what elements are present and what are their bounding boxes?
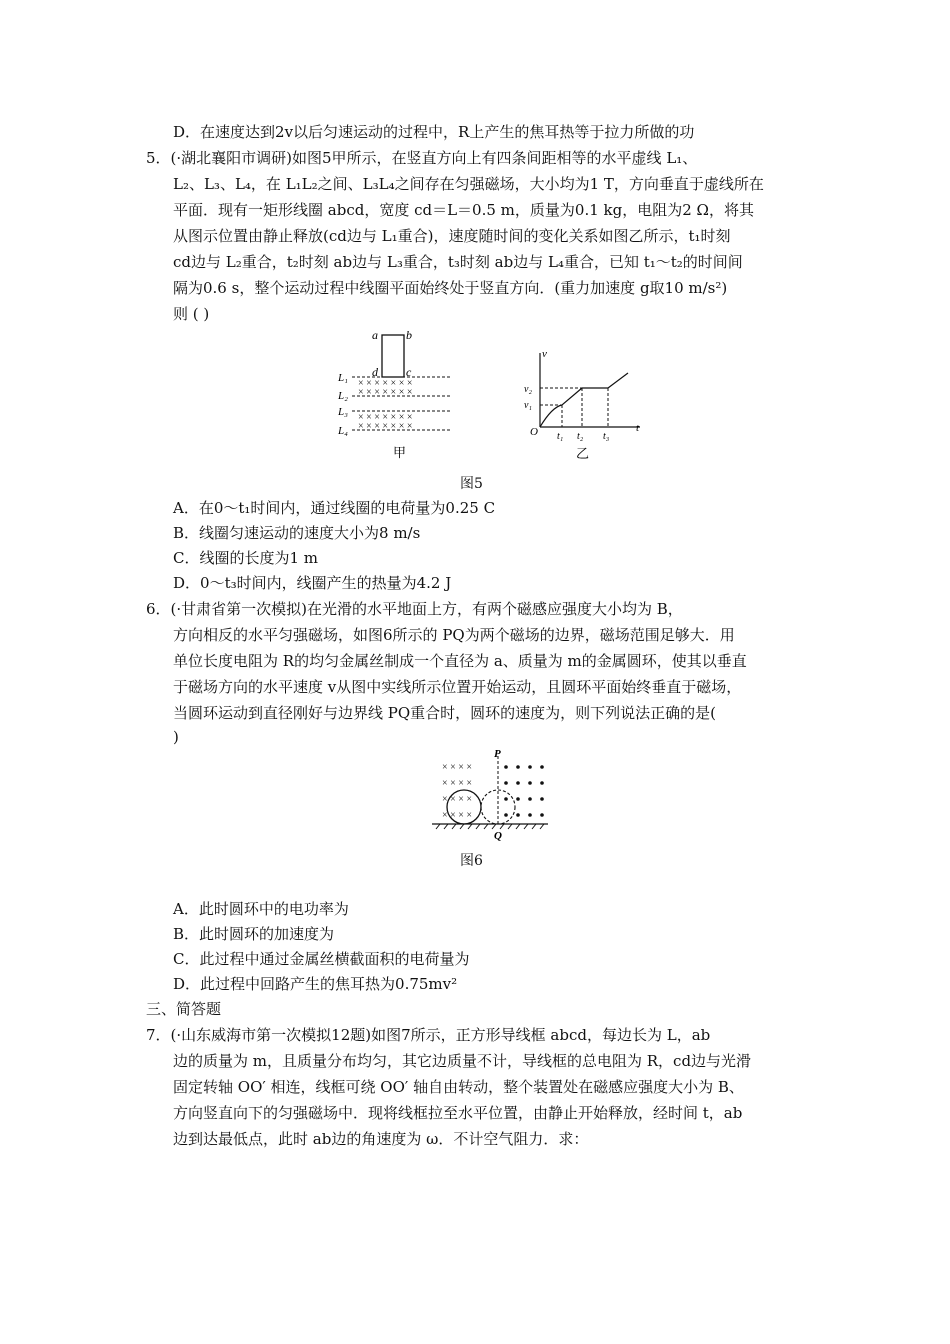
q6-line-1: 6．(·甘肃省第一次模拟)在光滑的水平地面上方，有两个磁感应强度大小均为 B， xyxy=(146,600,683,618)
q6-line-6: ) xyxy=(173,728,179,746)
q7-line-1: 7．(·山东威海市第一次模拟12题)如图7所示，正方形导线框 abcd，每边长为 L，ab xyxy=(146,1026,711,1044)
q7-line-5: 边到达最低点，此时 ab边的角速度为 ω．不计空气阻力．求： xyxy=(173,1130,589,1148)
t2-label: t₂ xyxy=(577,431,584,442)
section-3-title: 三、简答题 xyxy=(146,1000,222,1018)
q5-line-4: 从图示位置由静止释放(cd边与 L₁重合)，速度随时间的变化关系如图乙所示，t₁时刻 xyxy=(173,227,731,245)
label-p: P xyxy=(494,748,501,760)
q5-line-3: 平面．现有一矩形线圈 abcd，宽度 cd＝L＝0.5 m，质量为0.1 kg，电阻为2 Ω，将其 xyxy=(173,201,754,219)
q6-option-a: A．此时圆环中的电功率为 xyxy=(173,900,349,918)
svg-text:× × × ×: × × × × xyxy=(442,794,473,805)
figure-5-yi xyxy=(520,345,650,465)
label-l1: L₁ xyxy=(338,372,348,384)
figure-6 xyxy=(428,748,553,843)
q5-line-1: 5．(·湖北襄阳市调研)如图5甲所示，在竖直方向上有四条间距相等的水平虚线 L₁、 xyxy=(146,149,698,167)
q5-line-5: cd边与 L₂重合，t₂时刻 ab边与 L₃重合，t₃时刻 ab边与 L₄重合，已知 t₁～t₂的时间间 xyxy=(173,253,743,271)
q5-line-6: 隔为0.6 s，整个运动过程中线圈平面始终处于竖直方向．(重力加速度 g取10 m/s²) xyxy=(173,279,728,297)
coil-rectangle xyxy=(382,335,404,377)
figure-5-jia xyxy=(330,325,470,465)
q6-option-c: C．此过程中通过金属丝横截面积的电荷量为 xyxy=(173,950,470,968)
label-l3: L₃ xyxy=(338,406,348,418)
v2-label: v₂ xyxy=(524,384,532,395)
v-axis-label: v xyxy=(542,348,547,360)
label-q: Q xyxy=(494,830,502,842)
q5-line-2: L₂、L₃、L₄，在 L₁L₂之间、L₃L₄之间存在匀强磁场，大小均为1 T，方向垂直于虚线所在 xyxy=(173,175,764,193)
svg-text:× × × × × × ×: × × × × × × × xyxy=(358,387,413,398)
t1-label: t₁ xyxy=(557,431,564,442)
q7-line-4: 方向竖直向下的匀强磁场中．现将线框拉至水平位置，由静止开始释放，经时间 t，ab xyxy=(173,1104,743,1122)
figure-label-yi: 乙 xyxy=(576,446,590,461)
figure-6-caption: 图6 xyxy=(460,853,483,869)
q6-line-3: 单位长度电阻为 R的均匀金属丝制成一个直径为 a、质量为 m的金属圆环，使其以垂直 xyxy=(173,652,747,670)
svg-text:× × × × × × ×: × × × × × × × xyxy=(358,378,413,389)
q6-line-2: 方向相反的水平匀强磁场，如图6所示的 PQ为两个磁场的边界，磁场范围足够大．用 xyxy=(173,626,735,644)
coil-label-a: a xyxy=(372,328,378,342)
ground-hatching xyxy=(436,824,544,829)
coil-label-c: c xyxy=(406,365,412,379)
t3-label: t₃ xyxy=(603,431,610,442)
label-l4: L₄ xyxy=(338,425,348,437)
svg-text:× × × ×: × × × × xyxy=(442,762,473,773)
svg-text:× × × × × × ×: × × × × × × × xyxy=(358,421,413,432)
q5-option-d: D．0～t₃时间内，线圈产生的热量为4.2 J xyxy=(173,574,452,592)
v1-label: v₁ xyxy=(524,400,532,411)
q6-line-4: 于磁场方向的水平速度 v从图中实线所示位置开始运动，且圆环平面始终垂直于磁场， xyxy=(173,678,742,696)
svg-text:× × × × × × ×: × × × × × × × xyxy=(358,412,413,423)
origin-label: O xyxy=(530,426,538,438)
figure-5-caption: 图5 xyxy=(460,476,483,492)
svg-text:× × × ×: × × × × xyxy=(442,778,473,789)
label-l2: L₂ xyxy=(338,390,348,402)
q5-option-b: B．线圈匀速运动的速度大小为8 m/s xyxy=(173,524,421,542)
velocity-curve xyxy=(540,373,628,427)
q5-line-7: 则 ( ) xyxy=(173,305,210,323)
q6-option-d: D．此过程中回路产生的焦耳热为0.75mv² xyxy=(173,975,458,993)
q4-option-d: D．在速度达到2v以后匀速运动的过程中，R上产生的焦耳热等于拉力所做的功 xyxy=(173,123,695,141)
q7-line-3: 固定转轴 OO′ 相连，线框可绕 OO′ 轴自由转动，整个装置处在磁感应强度大小为 B、 xyxy=(173,1078,744,1096)
t-axis-label: t xyxy=(636,422,640,434)
q5-option-a: A．在0～t₁时间内，通过线圈的电荷量为0.25 C xyxy=(173,499,496,517)
field-crosses-upper xyxy=(358,378,412,398)
field-dots-right xyxy=(504,765,544,817)
q5-option-c: C．线圈的长度为1 m xyxy=(173,549,319,567)
q6-option-b: B．此时圆环的加速度为 xyxy=(173,925,335,943)
q7-line-2: 边的质量为 m，且质量分布均匀，其它边质量不计，导线框的总电阻为 R，cd边与光滑 xyxy=(173,1052,752,1070)
field-crosses-lower xyxy=(358,412,412,432)
figure-label-jia: 甲 xyxy=(393,445,407,460)
q6-line-5: 当圆环运动到直径刚好与边界线 PQ重合时，圆环的速度为，则下列说法正确的是( xyxy=(173,704,717,722)
coil-label-b: b xyxy=(406,328,412,342)
svg-text:× × × ×: × × × × xyxy=(442,810,473,821)
coil-label-d: d xyxy=(372,365,378,379)
